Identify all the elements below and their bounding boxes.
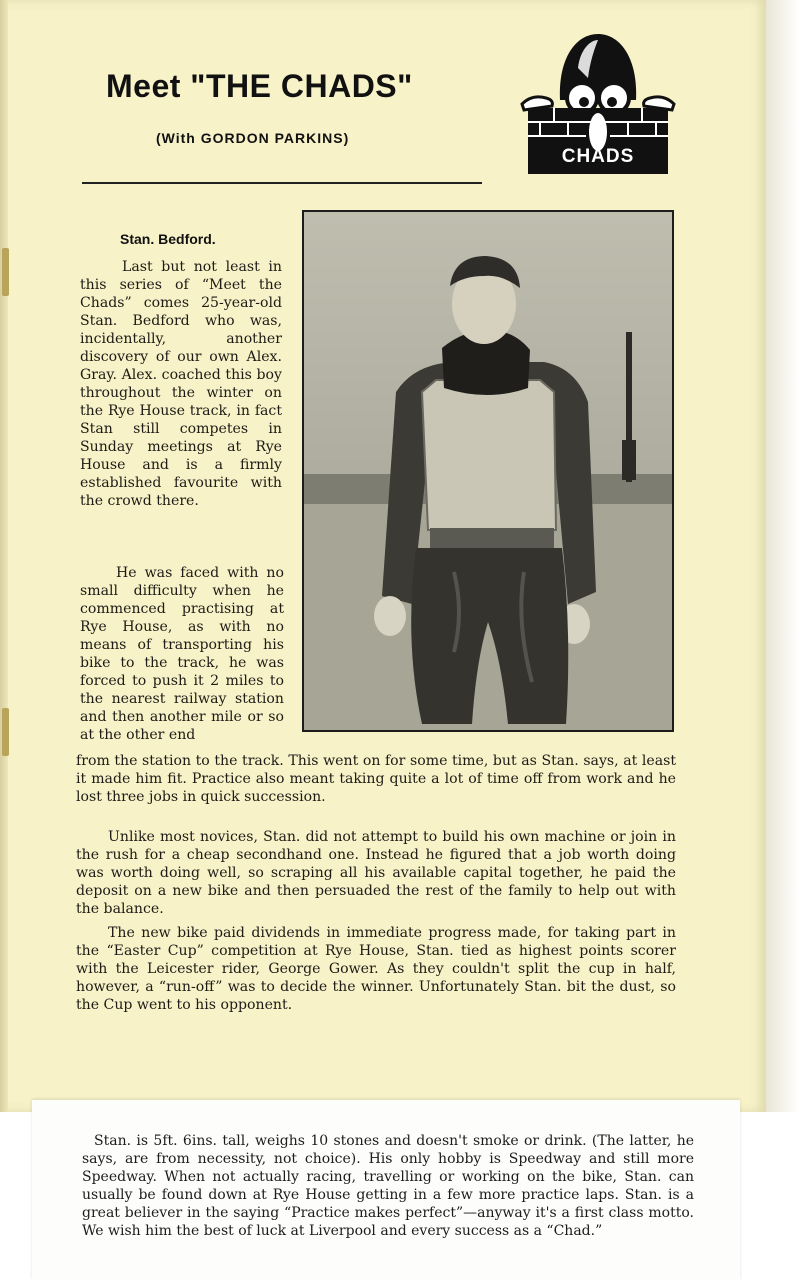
page-title: Meet "THE CHADS" — [106, 68, 413, 104]
article-paragraph-2-continued: from the station to the track. This went on for some time, but as Stan. says, at least it made him fit. Practice also meant taking quite a lot of time off from work and he lost three jobs in quick succession. — [76, 753, 676, 805]
page-edge-shadow — [766, 0, 800, 1112]
staple-bottom — [2, 708, 9, 756]
rider-photo — [302, 210, 674, 732]
chads-logo — [518, 28, 678, 178]
staple-top — [2, 248, 9, 296]
article-paragraph-2: He was faced with no small difficulty when he commenced practising at Rye House, as with no means of transporting his bike to the track, he was forced to push it 2 miles to the nearest railway station and then another mile or so at the other end — [80, 565, 284, 743]
article-paragraph-3: Unlike most novices, Stan. did not attempt to build his own machine or join in the rush for a cheap secondhand one. Instead he figured that a job worth doing was worth doing well, so scraping all his available capital together, he paid the deposit on a new bike and then persuaded the rest of the family to help out with the balance. — [76, 829, 676, 917]
article-paragraph-1: Last but not least in this series of “Meet the Chads” comes 25-year-old Stan. Bedford who was, incidentally, another discovery of our own Alex. Gray. Alex. coached this boy throughout the winter on the Rye House track, in fact Stan still competes in Sunday meetings at Rye House and is a firmly established favourite with the crowd there. — [80, 259, 282, 509]
article-paragraph-4: The new bike paid dividends in immediate progress made, for taking part in the “Easter Cup” competition at Rye House, Stan. tied as highest points scorer with the Leicester rider, George Gower. As they couldn't split the cup in half, however, a “run-off” was to decide the winner. Unfortunately Stan. bit the dust, so the Cup went to his opponent. — [76, 925, 676, 1013]
section-title: Stan. Bedford. — [120, 231, 216, 247]
clipping-text: Stan. is 5ft. 6ins. tall, weighs 10 stones and doesn't smoke or drink. (The latter, he says, are from necessity, not choice). His only hobby is Speedway and still more Speedway. When not actually racing, travelling or working on the bike, Stan. can usually be found down at Rye House getting in a few more practice laps. Stan. is a great believer in the saying “Practice makes perfect”—anyway it's a first class motto. We wish him the best of luck at Liverpool and every success as a “Chad.” — [82, 1133, 694, 1239]
logo-wordmark: CHADS — [561, 146, 635, 167]
header-divider — [82, 182, 482, 184]
page-subtitle: (With GORDON PARKINS) — [156, 130, 350, 146]
page-binding-edge — [0, 0, 8, 1112]
speedway-rider-portrait-icon — [304, 212, 672, 730]
goggles-icon — [562, 78, 634, 113]
newspaper-clipping — [32, 1100, 740, 1280]
